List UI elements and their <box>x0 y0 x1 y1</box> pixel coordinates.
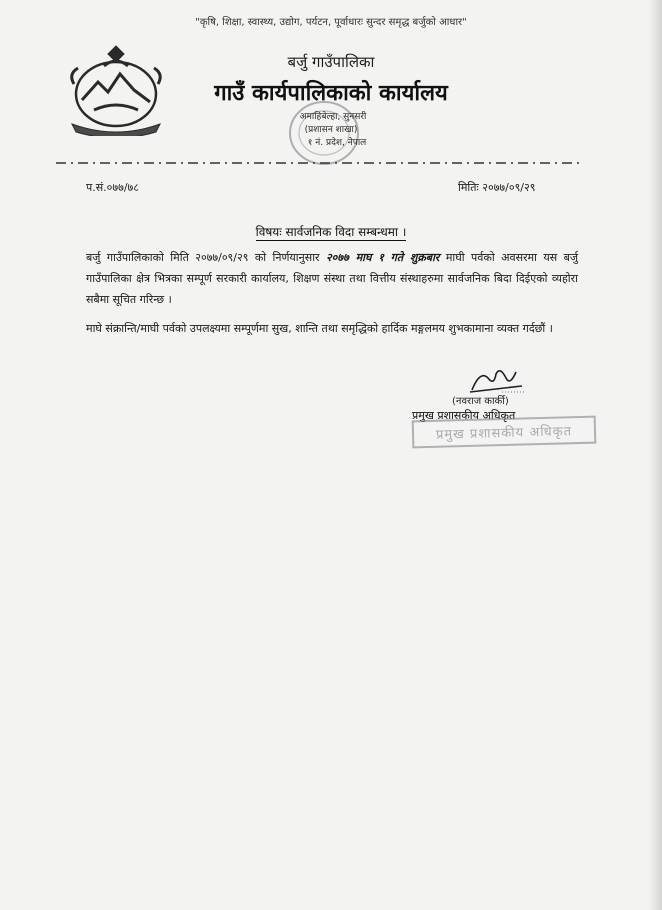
office-address <box>0 111 662 150</box>
body-paragraph-2: माघे संक्रान्ति/माघी पर्वको उपलक्ष्यमा सम्पूर्णमा सुख, शान्ति तथा समृद्धिको हार्दिक मङ्गलमय शुभकामाना व्यक्त गर्दछौं । <box>86 322 553 335</box>
designation-stamp: प्रमुख प्रशासकीय अधिकृत <box>412 416 597 449</box>
office-name-line2: गाउँ कार्यपालिकाको कार्यालय <box>214 81 448 106</box>
office-name-line1: बर्जु गाउँपालिका <box>287 53 375 71</box>
address-line-2: (प्रशासन शाखा) <box>304 125 358 135</box>
subject-text: विषयः सार्वजनिक विदा सम्बन्धमा । <box>255 225 407 239</box>
reference-number: प.सं.०७७/७८ <box>86 181 139 194</box>
signature-icon <box>466 364 526 396</box>
signatory-title: प्रमुख प्रशासकीय अधिकृत <box>412 409 516 422</box>
letter-subject <box>0 223 662 240</box>
letter-date: मितिः २०७७/०९/२९ <box>458 181 536 194</box>
signatory-name: (नवराज कार्की) <box>452 396 509 407</box>
para1-text-b: माघी पर्वको अवसरमा यस बर्जु गाउँपालिका क्षेत्र भित्रका सम्पूर्ण सरकारी कार्यालय, शिक्षण संस्था तथा वित्तीय संस्थाहरुमा सार्वजनिक बिदा दिईएको व्यहोरा सबैमा सूचित गरिन्छ । <box>86 251 579 306</box>
address-line-3: १ नं. प्रदेश, नेपाल <box>307 138 367 148</box>
motto: "कृषि, शिक्षा, स्वास्थ्य, उद्योग, पर्यटन, पूर्वाधारः सुन्दर समृद्ध बर्जुको आधार" <box>195 17 467 28</box>
body-paragraph-1 <box>86 247 578 310</box>
para1-date-emphasis: २०७७ माघ १ गते शुक्रबार <box>325 251 440 264</box>
address-line-1: अमाहिबेल्हा, सुनसरी <box>299 112 367 122</box>
para1-text-a: बर्जु गाउँपालिकाको मिति २०७७/०९/२९ को निर्णयानुसार <box>86 251 326 264</box>
header-divider <box>56 160 584 166</box>
